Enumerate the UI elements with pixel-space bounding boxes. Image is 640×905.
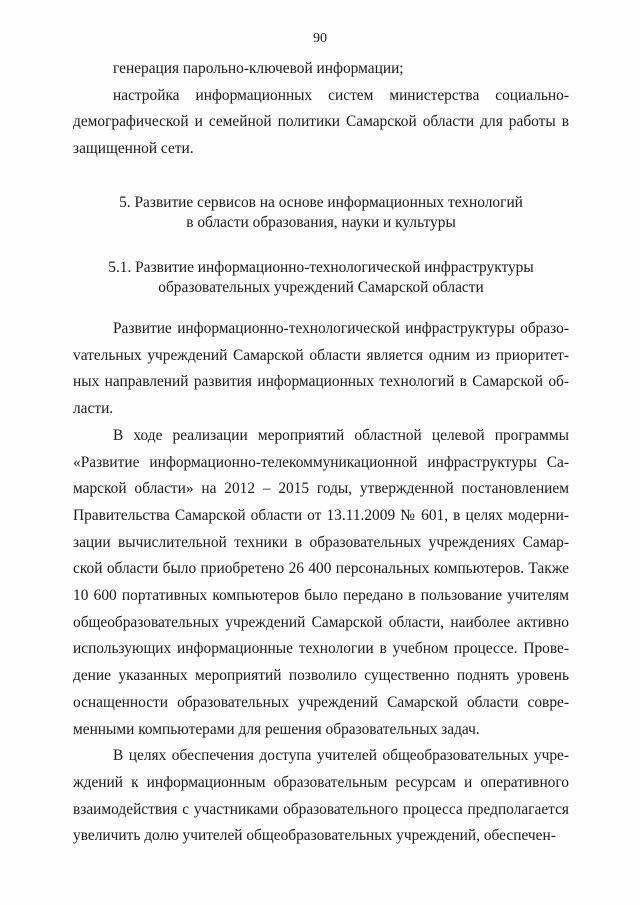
subsection-heading (73, 258, 569, 298)
paragraph-program-implementation: В ходе реализации мероприятий областной целевой программы «Развитие информационно-телекоммуникационной инфраструктуры Самарской области» на 2012 – 2015 годы, утвержденной постановлением Правительства Самарской области от 13.11.2009 № 601, в целях модернизации вычислительной техники в образовательных учреждениях Самарской области было приобретено 26 400 персональных компьютеров. Также 10 600 портативных компьютеров было передано в пользование учителям общеобразовательных учреждений Самарской области, наиболее активно использующих информационные технологии в учебном процессе. Проведение указанных мероприятий позволило существенно поднять уровень оснащенности образовательных учреждений Самарской области современными компьютерами для решения образовательных задач. (73, 426, 569, 738)
paragraph-teacher-access: В целях обеспечения доступа учителей общеобразовательных учреждений к информационным образовательным ресурсам и оперативного взаимодействия с участниками образовательного процесса предполагается увеличить долю учителей общеобразовательных учреждений, обеспечен- (73, 747, 569, 845)
body-paragraphs (73, 316, 569, 850)
paragraph-infrastructure-priority: Развитие информационно-технологической инфраструктуры образоvательных учреждений Самарской области является одним из приоритетных направлений развития информационных технологий в Самарской области. (73, 320, 569, 418)
page-number: 90 (313, 31, 327, 46)
section-heading-line-1: 5. Развитие сервисов на основе информационных технологий (119, 194, 523, 211)
paragraph-secure-network-setup: настройка информационных систем министерства социально-демографической и семейной политики Самарской области для работы в защищенной сети. (73, 86, 569, 158)
top-paragraphs (73, 56, 569, 163)
paragraph-key-generation: генерация парольно-ключевой информации; (113, 60, 404, 77)
subsection-heading-line-2: образовательных учреждений Самарской области (158, 279, 484, 296)
section-heading-line-2: в области образования, науки и культуры (186, 214, 456, 231)
subsection-heading-line-1: 5.1. Развитие информационно-технологической инфраструктуры (108, 259, 534, 276)
section-heading (73, 193, 569, 233)
